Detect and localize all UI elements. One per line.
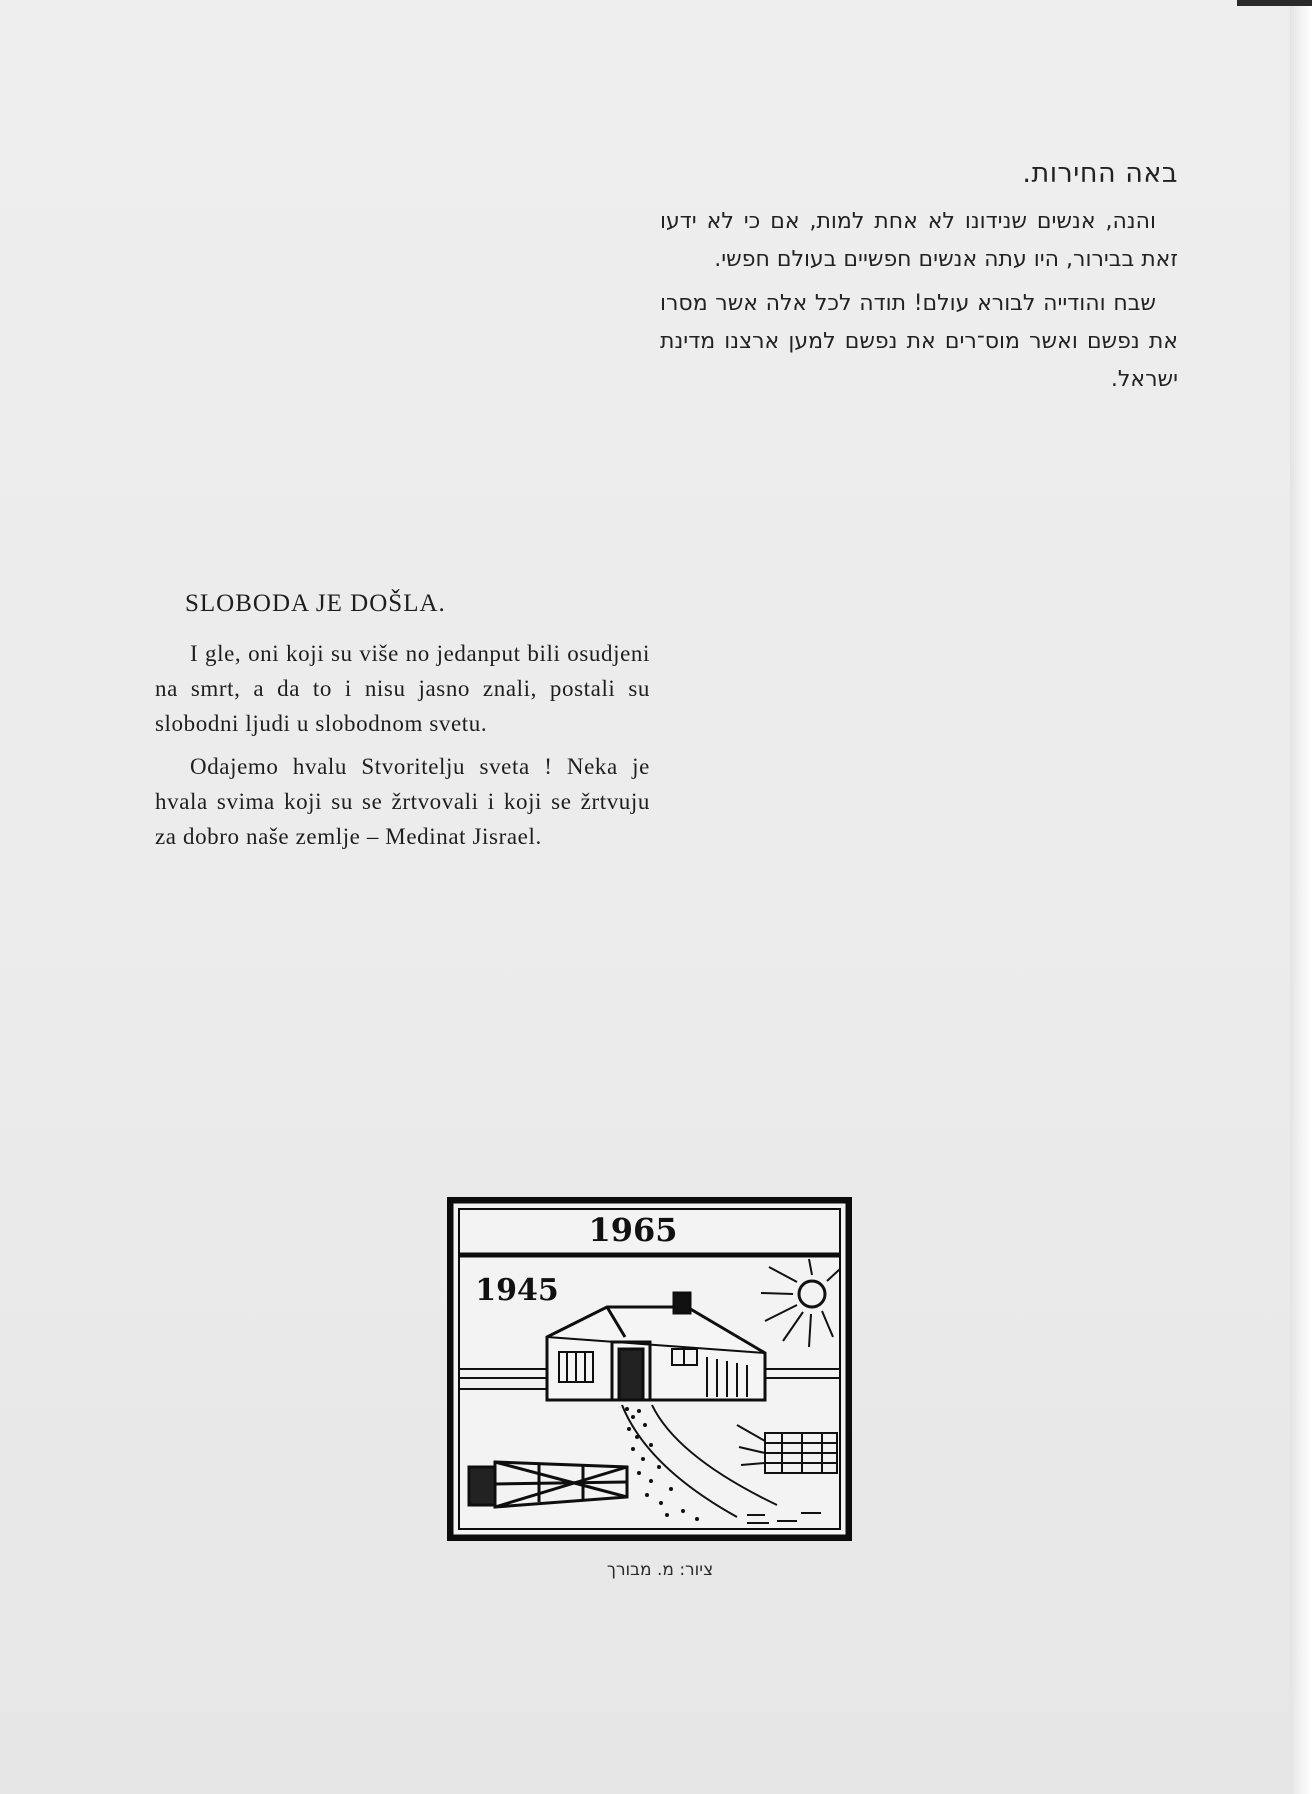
hebrew-section: [660, 158, 1178, 405]
edge-mark: [1237, 0, 1312, 6]
bosnian-section: [155, 590, 650, 862]
year-1945-label: 1945: [475, 1273, 559, 1308]
hebrew-paragraph-1: והנה, אנשים שנידונו לא אחת למות, אם כי לא ידעו זאת בבירור, היו עתה אנשים חפשיים בעולם חפשי.: [660, 209, 1178, 272]
illustration: [447, 1197, 852, 1541]
bosnian-title: SLOBODA JE DOŠLA.: [185, 590, 446, 617]
year-1965-label: 1965: [588, 1211, 678, 1249]
bosnian-paragraph-2: Odajemo hvalu Stvoritelju sveta ! Neka je hvala svima koji su se žrtvovali i koji se žrtvuju za dobro naše zemlje – Medinat Jisrael.: [155, 754, 650, 849]
hebrew-paragraph-2: שבח והודייה לבורא עולם! תודה לכל אלה אשר מסרו את נפשם ואשר מוס־רים את נפשם למען ארצנו מדינת ישראל.: [660, 291, 1178, 392]
illustration-caption: ציור: מ. מבורך: [606, 1560, 714, 1580]
hebrew-title: באה החירות.: [1022, 158, 1178, 189]
page-edge: [1290, 0, 1312, 1794]
bosnian-paragraph-1: I gle, oni koji su više no jedanput bili osudjeni na smrt, a da to i nisu jasno znali, postali su slobodni ljudi u slobodnom svetu.: [155, 641, 650, 736]
